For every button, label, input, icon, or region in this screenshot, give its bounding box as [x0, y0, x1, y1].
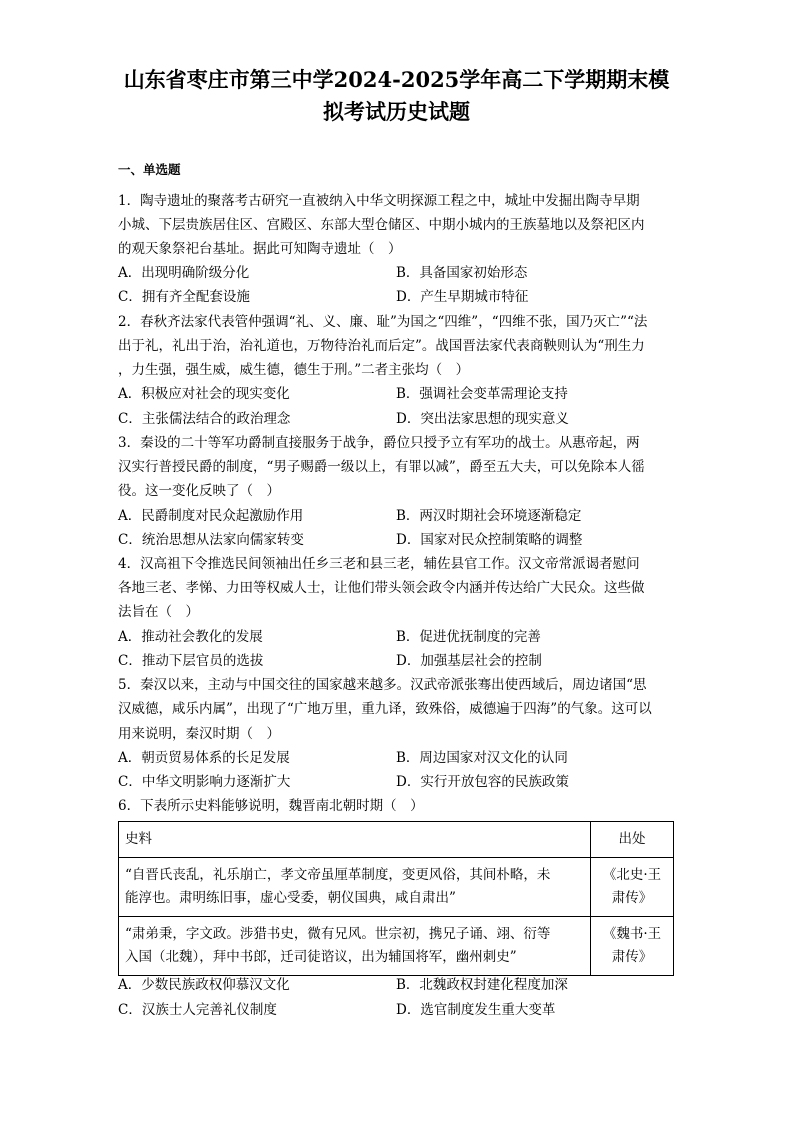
question-5-option-b: B．周边国家对汉文化的认同	[396, 750, 568, 766]
question-1-line-2: 小城、下层贵族居住区、宫殿区、东部大型仓储区、中期小城内的王族墓地以及祭祀区内	[118, 217, 645, 233]
question-2-line-2: 出于礼，礼出于治，治礼道也，万物待治礼而后定”。战国晋法家代表商鞅则认为“刑生力	[118, 338, 645, 354]
question-2-line-3: ，力生强，强生威，威生德，德生于刑。”二者主张均（ ）	[118, 362, 470, 378]
question-5-line-1: 5．秦汉以来，主动与中国交往的国家越来越多。汉武帝派张骞出使西域后，周边诸国“思	[118, 677, 647, 693]
question-2-option-a: A．积极应对社会的现实变化	[118, 386, 290, 402]
question-2-line-1: 2．春秋齐法家代表管仲强调“礼、义、廉、耻”为国之“四维”，“四维不张，国乃灭亡”“法	[118, 314, 648, 330]
question-4-option-c: C．推动下层官员的选拔	[118, 653, 264, 669]
question-1-option-d: D．产生早期城市特征	[396, 289, 529, 305]
question-3-line-2: 汉实行普授民爵的制度，“男子赐爵一级以上，有罪以减”，爵至五大夫，可以免除本人徭	[118, 459, 645, 475]
question-4-line-3: 法旨在（ ）	[118, 604, 199, 620]
document-title-line-2: 拟考试历史试题	[323, 99, 470, 124]
question-4-option-b: B．促进优抚制度的完善	[396, 629, 541, 645]
question-2-option-b: B．强调社会变革需理论支持	[396, 386, 568, 402]
question-4-option-d: D．加强基层社会的控制	[396, 653, 542, 669]
question-1-line-1: 1．陶寺遗址的聚落考古研究一直被纳入中华文明探源工程之中，城址中发掘出陶寺早期	[118, 193, 640, 209]
table-row	[119, 917, 674, 976]
question-5-option-c: C．中华文明影响力逐渐扩大	[118, 774, 291, 790]
question-2-option-c: C．主张儒法结合的政治理念	[118, 411, 291, 427]
table-header-row	[119, 822, 674, 858]
question-3-line-1: 3．秦设的二十等军功爵制直接服务于战争，爵位只授予立有军功的战士。从惠帝起，两	[118, 435, 640, 451]
question-4-line-2: 各地三老、孝悌、力田等权威人士，让他们带头领会政令内涵并传达给广大民众。这些做	[118, 580, 645, 596]
section-heading: 一、单选题	[118, 162, 181, 177]
question-5-line-2: 汉威德，咸乐内属”，出现了“广地万里，重九译，致殊俗，威德遍于四海”的气象。这可以	[118, 701, 652, 717]
question-4-option-a: A．推动社会教化的发展	[118, 629, 263, 645]
table-cell-origin	[591, 858, 674, 917]
origin-line: 《北史·王	[602, 867, 662, 883]
question-6-line-1: 6．下表所示史料能够说明，魏晋南北朝时期（ ）	[118, 798, 424, 814]
question-1-option-c: C．拥有齐全配套设施	[118, 289, 250, 305]
origin-line: 《魏书·王	[602, 926, 662, 942]
table-header-origin: 出处	[591, 822, 674, 858]
quote-line: 能淳也。肃明练旧事，虚心受委，朝仪国典，咸自肃出”	[125, 890, 456, 906]
question-5-option-d: D．实行开放包容的民族政策	[396, 774, 569, 790]
question-6-option-d: D．选官制度发生重大变革	[396, 1002, 556, 1018]
question-5-option-a: A．朝贡贸易体系的长足发展	[118, 750, 290, 766]
quote-line: “肃弟秉，字文政。涉猎书史，微有兄风。世宗初，携兄子诵、翊、衍等	[125, 926, 551, 942]
question-1-option-a: A．出现明确阶级分化	[118, 265, 250, 281]
quote-line: “自晋氏丧乱，礼乐崩亡，孝文帝虽厘革制度，变更风俗，其间朴略，未	[125, 867, 551, 883]
question-3-option-a: A．民爵制度对民众起激励作用	[118, 508, 304, 524]
question-5-line-3: 用来说明，秦汉时期（ ）	[118, 726, 280, 742]
origin-line: 肃传》	[611, 890, 653, 906]
question-6-option-c: C．汉族士人完善礼仪制度	[118, 1002, 277, 1018]
table-cell-quote	[119, 917, 591, 976]
question-3-option-b: B．两汉时期社会环境逐渐稳定	[396, 508, 582, 524]
question-3-option-c: C．统治思想从法家向儒家转变	[118, 532, 304, 548]
question-2-option-d: D．突出法家思想的现实意义	[396, 411, 569, 427]
document-title-line-1: 山东省枣庄市第三中学2024-2025学年高二下学期期末模	[123, 67, 670, 92]
origin-line: 肃传》	[611, 949, 653, 965]
question-6-option-a: A．少数民族政权仰慕汉文化	[118, 977, 290, 993]
quote-line: 入国（北魏），拜中书郎，迁司徒谘议，出为辅国将军，幽州刺史”	[125, 949, 517, 965]
table-header-source-text: 史料	[119, 822, 591, 858]
question-1-line-3: 的观天象祭祀台基址。据此可知陶寺遗址（ ）	[118, 241, 402, 257]
question-3-option-d: D．国家对民众控制策略的调整	[396, 532, 583, 548]
table-row	[119, 858, 674, 917]
question-4-line-1: 4．汉高祖下令推选民间领袖出任乡三老和县三老，辅佐县官工作。汉文帝常派谒者慰问	[118, 556, 640, 572]
question-1-option-b: B．具备国家初始形态	[396, 265, 528, 281]
source-table	[118, 821, 674, 976]
table-cell-origin	[591, 917, 674, 976]
table-cell-quote	[119, 858, 591, 917]
question-6-option-b: B．北魏政权封建化程度加深	[396, 977, 568, 993]
question-3-line-3: 役。这一变化反映了（ ）	[118, 483, 280, 499]
